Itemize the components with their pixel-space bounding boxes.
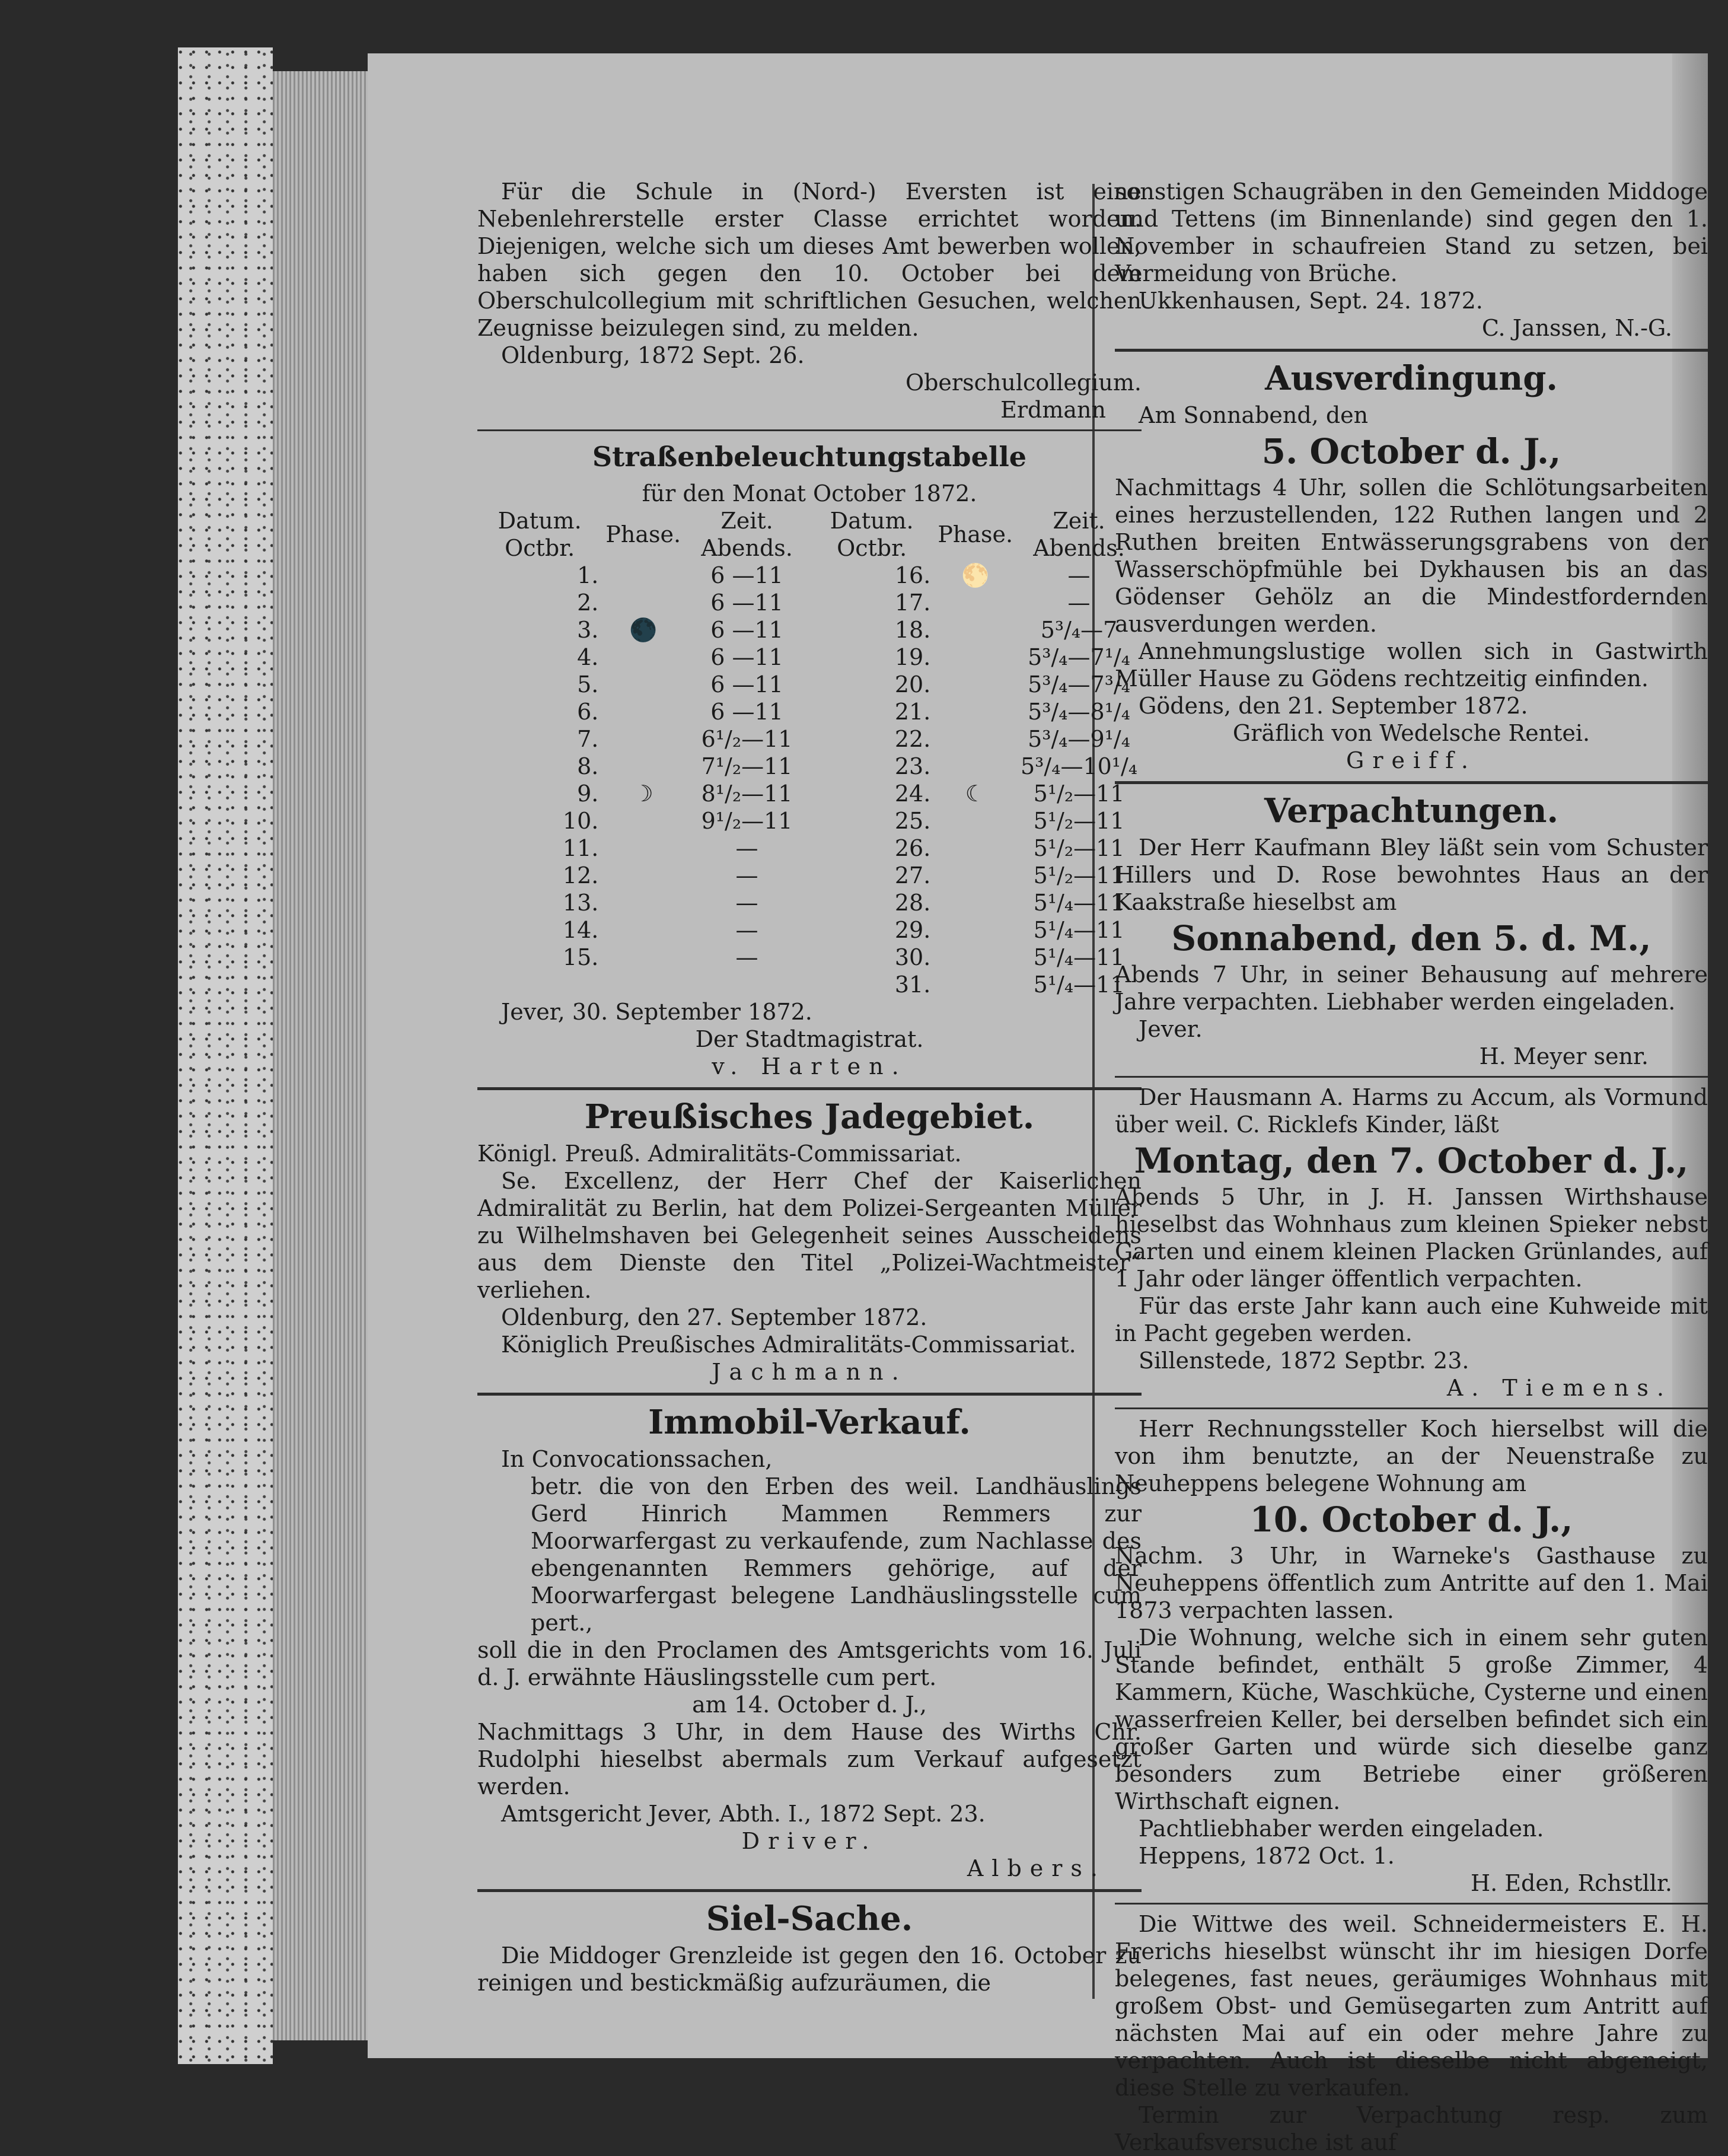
table-cell: 5³/₄—7¹/₄ xyxy=(1028,644,1130,670)
moon-phase-cell: 🌑 xyxy=(629,617,658,643)
table-cell: 24. xyxy=(894,781,931,807)
rule xyxy=(477,1889,1142,1892)
immobil-l5: Nachmittags 3 Uhr, in dem Hause des Wirths Chr. Rudolphi hieselbst abermals zum Verkauf aufgesetzt werden. xyxy=(477,1719,1142,1800)
table-cell: 4. xyxy=(577,644,599,670)
table-header xyxy=(477,507,1142,562)
verp-c-text3: Die Wohnung, welche sich in einem sehr guten Stande befindet, enthält 5 große Zimmer, 4 Kammern, Küche, Waschküche, Cysterne und einen wasserfreien Keller, bei derselben befindet sich ein großer Garten und würde sich dieselbe ganz besonders zum Betriebe einer größeren Wirthschaft eignen. xyxy=(1115,1625,1708,1814)
table-cell: 15. xyxy=(562,944,599,970)
moon-phase-cell xyxy=(934,616,1016,644)
table-cell: 5³/₄—9¹/₄ xyxy=(1028,726,1130,752)
moon-phase-cell xyxy=(602,698,684,725)
table-row xyxy=(477,835,1142,862)
moon-phase-cell xyxy=(934,671,1016,698)
jade-name: Jachmann. xyxy=(712,1359,907,1385)
moon-phase-cell xyxy=(602,971,684,998)
page-stack xyxy=(273,71,374,2040)
siel-cont-name: C. Janssen, N.-G. xyxy=(1481,315,1672,341)
rule xyxy=(477,1087,1142,1090)
header-cell: Datum. Octbr. xyxy=(830,508,914,561)
table-cell: 11. xyxy=(562,835,599,861)
moon-phase-cell xyxy=(934,916,1016,944)
table-cell: 17. xyxy=(894,590,931,616)
newspaper-page xyxy=(368,53,1708,2155)
verp-c-text4: Pachtliebhaber werden eingeladen. xyxy=(1139,1816,1544,1842)
verp-b-date: Montag, den 7. October d. J., xyxy=(1134,1141,1689,1181)
table-cell: 5³/₄—10¹/₄ xyxy=(1021,753,1138,779)
table-cell: 12. xyxy=(562,862,599,888)
table-row xyxy=(477,944,1142,971)
table-cell: 5¹/₄—11 xyxy=(1033,890,1125,916)
table-cell: — xyxy=(735,862,758,888)
verp-a-text: Der Herr Kaufmann Bley läßt sein vom Schuster Hillers und D. Rose bewohntes Haus an der Kaakstraße hieselbst am xyxy=(1115,835,1708,915)
table-cell: 8¹/₂—11 xyxy=(701,781,793,807)
header-cell: Phase. xyxy=(938,521,1013,547)
table-cell xyxy=(684,971,809,998)
table-row xyxy=(477,725,1142,753)
ausverdingung-ort: Gödens, den 21. September 1872. xyxy=(1139,693,1528,719)
table-cell: 5¹/₄—11 xyxy=(1033,917,1125,943)
table-cell: 16. xyxy=(894,562,931,588)
rule xyxy=(1115,349,1708,352)
table-cell: 21. xyxy=(894,699,931,725)
street-lighting-table xyxy=(477,507,1142,998)
table-cell: 5¹/₂—11 xyxy=(1033,862,1125,888)
table-row xyxy=(477,698,1142,725)
table-cell: 10. xyxy=(562,808,599,834)
rule xyxy=(1115,1903,1708,1905)
rule xyxy=(477,429,1142,431)
moon-phase-cell: ☾ xyxy=(965,781,986,807)
book-edge xyxy=(178,47,273,2064)
table-cell: — xyxy=(735,917,758,943)
header-cell: Zeit. Abends. xyxy=(1033,508,1125,561)
table-row xyxy=(477,916,1142,944)
moon-phase-cell xyxy=(934,807,1016,835)
jade-text: Se. Excellenz, der Herr Chef der Kaiserlichen Admiralität zu Berlin, hat dem Polizei-Sergeanten Müller zu Wilhelmshaven bei Gelegenheit seines Ausscheidens aus dem Dienste den Titel „Polizei-Wachtmeister“ verliehen. xyxy=(477,1168,1142,1303)
immobil-title: Immobil-Verkauf. xyxy=(648,1403,971,1442)
table-cell: — xyxy=(1067,562,1091,588)
siel-title: Siel-Sache. xyxy=(706,1899,913,1938)
schule-text: Für die Schule in (Nord-) Eversten ist eine Nebenlehrerstelle erster Classe errichtet worden. Diejenigen, welche sich um dieses Amt bewerben wollen, haben sich gegen den 10. October bei dem Oberschulcollegium mit schriftlichen Gesuchen, welchen Zeugnisse beizulegen sind, zu melden. xyxy=(477,179,1142,341)
verp-a-text2: Abends 7 Uhr, in seiner Behausung auf mehrere Jahre verpachten. Liebhaber werden eingeladen. xyxy=(1115,961,1708,1015)
table-cell: 3. xyxy=(577,617,599,643)
table-row xyxy=(477,780,1142,807)
table-row xyxy=(477,862,1142,889)
schule-name: Erdmann xyxy=(1000,397,1106,423)
table-cell: 14. xyxy=(562,917,599,943)
table-cell: 5³/₄—7 xyxy=(1040,617,1118,643)
table-row xyxy=(477,589,1142,616)
moon-phase-cell xyxy=(602,889,684,916)
table-cell: 6 —11 xyxy=(710,617,783,643)
table-cell: 22. xyxy=(894,726,931,752)
schule-ort: Oldenburg, 1872 Sept. 26. xyxy=(501,342,805,368)
table-cell: 5¹/₄—11 xyxy=(1033,944,1125,970)
right-column xyxy=(1115,178,1708,2156)
moon-phase-cell xyxy=(602,725,684,753)
siel-cont-ort: Ukkenhausen, Sept. 24. 1872. xyxy=(1139,288,1483,314)
table-cell: 5¹/₂—11 xyxy=(1033,808,1125,834)
moon-phase-cell xyxy=(934,944,1016,971)
table-row xyxy=(477,971,1142,998)
verp-d-text2: Termin zur Verpachtung resp. zum Verkaufsversuche ist auf xyxy=(1115,2102,1708,2155)
verp-c-name: H. Eden, Rchstllr. xyxy=(1471,1870,1672,1896)
verp-c-text: Herr Rechnungssteller Koch hierselbst will die von ihm benutzte, an der Neuenstraße zu Neuheppens belegene Wohnung am xyxy=(1115,1416,1708,1496)
moon-phase-cell xyxy=(602,753,684,780)
verp-a-date: Sonnabend, den 5. d. M., xyxy=(1171,918,1652,958)
ausverdingung-name: Greiff. xyxy=(1346,747,1477,773)
tabelle-ort: Jever, 30. September 1872. xyxy=(501,999,812,1025)
moon-phase-cell xyxy=(934,835,1016,862)
moon-phase-cell xyxy=(934,589,1016,616)
table-cell: 7¹/₂—11 xyxy=(701,753,793,779)
ausverdingung-title: Ausverdingung. xyxy=(1265,359,1558,398)
table-cell: — xyxy=(735,944,758,970)
rule xyxy=(477,1393,1142,1396)
ausverdingung-date: 5. October d. J., xyxy=(1261,431,1561,472)
table-cell: 2. xyxy=(577,590,599,616)
table-cell: 20. xyxy=(894,671,931,698)
ausverdingung-amt: Gräflich von Wedelsche Rentei. xyxy=(1232,720,1590,746)
jade-amt: Königlich Preußisches Admiralitäts-Commissariat. xyxy=(501,1332,1076,1358)
table-body xyxy=(477,562,1142,998)
moon-phase-cell xyxy=(602,671,684,698)
tabelle-amt: Der Stadtmagistrat. xyxy=(695,1026,924,1052)
tabelle-title: Straßenbeleuchtungstabelle xyxy=(592,441,1027,473)
table-cell: 6 —11 xyxy=(710,562,783,588)
ausverdingung-text: Nachmittags 4 Uhr, sollen die Schlötungsarbeiten eines herzustellenden, 122 Ruthen langen und 2 Ruthen breiten Entwässerungsgrabens von der Wasserschöpfmühle bei Dykhausen bis an das Gödenser Gehölz an die Mindestfordernden ausverdungen werden. xyxy=(1115,474,1708,637)
immobil-l1: In Convocationssachen, xyxy=(501,1446,773,1472)
table-row xyxy=(477,644,1142,671)
siel-cont-text: sonstigen Schaugräben in den Gemeinden Middoge und Tettens (im Binnenlande) sind gegen den 1. November in schaufreien Stand zu setzen, bei Vermeidung von Brüche. xyxy=(1115,179,1708,286)
table-cell xyxy=(477,971,602,998)
table-cell: — xyxy=(735,835,758,861)
moon-phase-cell xyxy=(602,562,684,589)
rule xyxy=(1115,1076,1708,1078)
moon-phase-cell xyxy=(602,835,684,862)
moon-phase-cell: ☽ xyxy=(633,781,653,807)
rule xyxy=(1115,1407,1708,1409)
table-cell: — xyxy=(735,890,758,916)
table-row xyxy=(477,807,1142,835)
immobil-l3: soll die in den Proclamen des Amtsgerichts vom 16. Juli d. J. erwähnte Häuslingsstelle cum pert. xyxy=(477,1637,1142,1690)
header-cell: Zeit. Abends. xyxy=(701,508,793,561)
table-cell: 8. xyxy=(577,753,599,779)
verp-c-date: 10. October d. J., xyxy=(1249,1499,1573,1540)
table-cell: 6 —11 xyxy=(710,671,783,698)
immobil-ort: Amtsgericht Jever, Abth. I., 1872 Sept. 23. xyxy=(501,1801,986,1827)
table-row xyxy=(477,616,1142,644)
verp-b-name: A. Tiemens. xyxy=(1446,1375,1672,1401)
table-cell: 6 —11 xyxy=(710,590,783,616)
moon-phase-cell xyxy=(934,725,1016,753)
immobil-name: Driver. xyxy=(741,1828,878,1854)
header-cell: Datum. Octbr. xyxy=(498,508,582,561)
table-cell: 1. xyxy=(577,562,599,588)
table-cell: 6. xyxy=(577,699,599,725)
table-cell: 6 —11 xyxy=(710,699,783,725)
table-cell: 9¹/₂—11 xyxy=(701,808,793,834)
table-cell: 28. xyxy=(894,890,931,916)
table-row xyxy=(477,671,1142,698)
table-cell: 27. xyxy=(894,862,931,888)
left-column xyxy=(477,178,1142,1996)
moon-phase-cell xyxy=(934,862,1016,889)
tabelle-name: v. Harten. xyxy=(712,1053,907,1079)
verp-b-text: Der Hausmann A. Harms zu Accum, als Vormund über weil. C. Ricklefs Kinder, läßt xyxy=(1115,1084,1708,1138)
moon-phase-cell xyxy=(934,644,1016,671)
immobil-l4: am 14. October d. J., xyxy=(692,1692,927,1718)
moon-phase-cell xyxy=(934,698,1016,725)
table-cell: 19. xyxy=(894,644,931,670)
table-cell: 7. xyxy=(577,726,599,752)
table-cell: 23. xyxy=(894,753,931,779)
ausverdingung-l1: Am Sonnabend, den xyxy=(1139,402,1369,428)
moon-phase-cell: 🌕 xyxy=(961,562,990,588)
schule-amt: Oberschulcollegium. xyxy=(905,370,1142,396)
table-cell: 5¹/₂—11 xyxy=(1033,781,1125,807)
moon-phase-cell xyxy=(602,944,684,971)
verp-b-text2: Abends 5 Uhr, in J. H. Janssen Wirthshause hieselbst das Wohnhaus zum kleinen Spieker nebst Garten und einem kleinen Placken Grünlandes, auf 1 Jahr oder länger öffentlich verpachten. xyxy=(1115,1184,1708,1292)
table-cell: 29. xyxy=(894,917,931,943)
table-cell: 6¹/₂—11 xyxy=(701,726,793,752)
table-cell: 26. xyxy=(894,835,931,861)
table-cell: 5³/₄—8¹/₄ xyxy=(1028,699,1130,725)
table-cell: 9. xyxy=(577,781,599,807)
table-cell: 31. xyxy=(894,972,931,998)
verp-b-ort: Sillenstede, 1872 Septbr. 23. xyxy=(1139,1348,1469,1374)
table-cell: 25. xyxy=(894,808,931,834)
immobil-l2: betr. die von den Erben des weil. Landhäuslings Gerd Hinrich Mammen Remmers zur Moorwarfergast zu verkaufende, zum Nachlasse des ebengenannten Remmers gehörige, auf der Moorwarfergast belegene Landhäuslingsstelle cum pert., xyxy=(531,1473,1142,1636)
moon-phase-cell xyxy=(602,644,684,671)
table-row xyxy=(477,753,1142,780)
verpachtungen-title: Verpachtungen. xyxy=(1264,791,1558,830)
moon-phase-cell xyxy=(934,889,1016,916)
verp-c-text2: Nachm. 3 Uhr, in Warneke's Gasthause zu Neuheppens öffentlich zum Antritte auf den 1. Mai 1873 verpachten lassen. xyxy=(1115,1543,1708,1623)
moon-phase-cell xyxy=(602,589,684,616)
ausverdingung-text2: Annehmungslustige wollen sich in Gastwirth Müller Hause zu Gödens rechtzeitig einfinden. xyxy=(1115,638,1708,692)
moon-phase-cell xyxy=(934,971,1016,998)
jade-sub: Königl. Preuß. Admiralitäts-Commissariat. xyxy=(477,1141,962,1167)
verp-a-ort: Jever. xyxy=(1139,1016,1203,1042)
table-cell: 18. xyxy=(894,617,931,643)
verp-b-text3: Für das erste Jahr kann auch eine Kuhweide mit in Pacht gegeben werden. xyxy=(1115,1293,1708,1346)
moon-phase-cell xyxy=(602,807,684,835)
verp-d-text: Die Wittwe des weil. Schneidermeisters E. H. Frerichs hieselbst wünscht ihr im hiesigen Dorfe belegenes, fast neues, geräumiges Wohnhaus mit großem Obst- und Gemüsegarten zum Antritt auf nächsten Mai auf ein oder mehre Jahre zu verpachten. Auch ist dieselbe nicht abgeneigt, diese Stelle zu verkaufen. xyxy=(1115,1911,1708,2101)
table-cell: 6 —11 xyxy=(710,644,783,670)
table-cell: 30. xyxy=(894,944,931,970)
table-cell: 5¹/₂—11 xyxy=(1033,835,1125,861)
moon-phase-cell xyxy=(602,916,684,944)
jade-title: Preußisches Jadegebiet. xyxy=(584,1097,1035,1136)
moon-phase-cell xyxy=(934,753,1016,780)
verp-c-ort: Heppens, 1872 Oct. 1. xyxy=(1139,1843,1395,1869)
moon-phase-cell xyxy=(602,862,684,889)
header-cell: Phase. xyxy=(605,521,681,547)
immobil-name2: Albers. xyxy=(967,1855,1106,1881)
table-row xyxy=(477,889,1142,916)
rule xyxy=(1115,781,1708,784)
table-cell: 13. xyxy=(562,890,599,916)
table-cell: 5¹/₄—11 xyxy=(1033,972,1125,998)
table-cell: 5. xyxy=(577,671,599,698)
siel-text: Die Middoger Grenzleide ist gegen den 16. October zu reinigen und bestickmäßig aufzuräumen, die xyxy=(477,1942,1142,1996)
jade-ort: Oldenburg, den 27. September 1872. xyxy=(501,1304,927,1330)
tabelle-subtitle: für den Monat October 1872. xyxy=(642,480,977,507)
verp-a-name: H. Meyer senr. xyxy=(1479,1043,1649,1069)
table-cell: 5³/₄—7³/₄ xyxy=(1028,671,1130,698)
table-cell: — xyxy=(1067,590,1091,616)
table-row xyxy=(477,562,1142,589)
